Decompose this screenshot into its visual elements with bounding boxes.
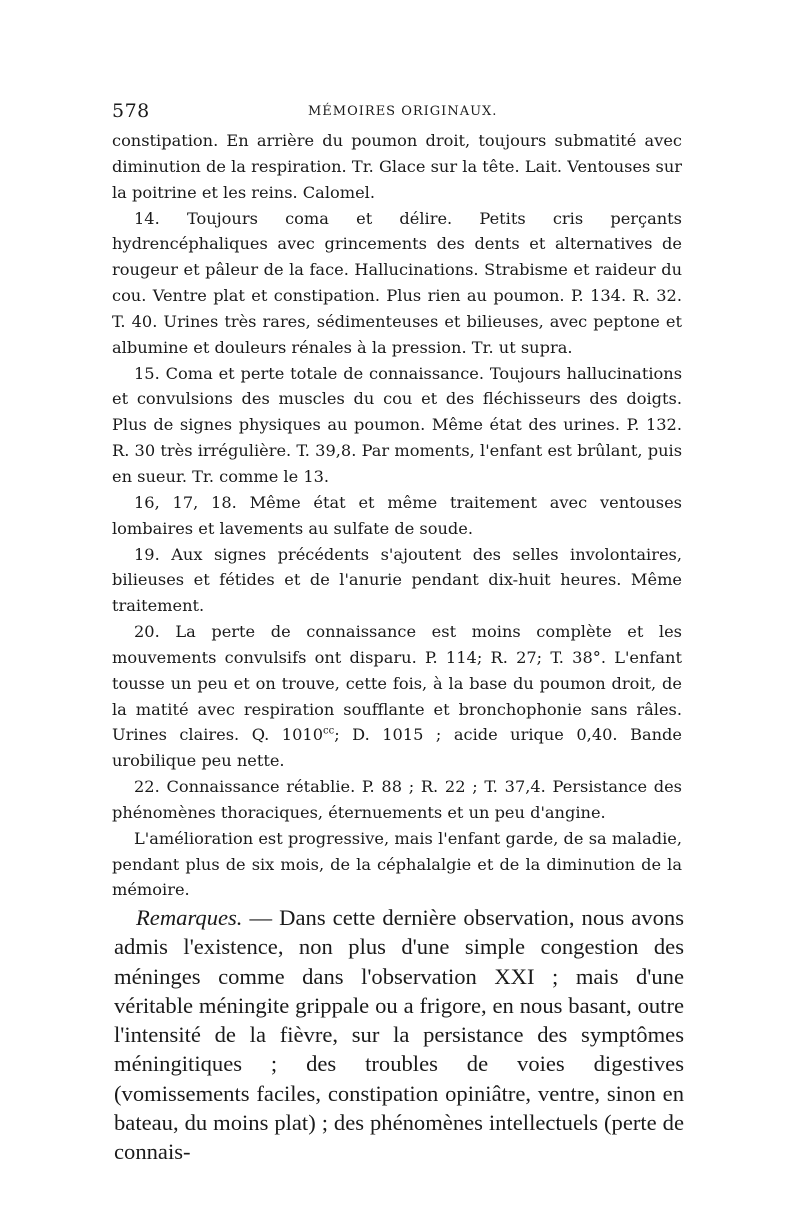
paragraph: 22. Connaissance rétablie. P. 88 ; R. 22 ; T. 37,4. Persistance des phénomènes thoraciques, éternuements et un peu d'angine. [112,777,682,822]
paragraph [112,619,682,774]
paragraph: 14. Toujours coma et délire. Petits cris perçants hydrencéphaliques avec grincements des dents et alternatives de rougeur et pâleur de la face. Hallucinations. Strabisme et raideur du cou. Ventre plat et constipation. Plus rien au poumon. P. 134. R. 32. T. 40. Urines très rares, sédimenteuses et bilieuses, avec peptone et albumine et douleurs rénales à la pression. Tr. ut supra. [112,208,682,357]
remarks-text: — Dans cette dernière observation, nous avons admis l'existence, non plus d'une simple congestion des méninges comme dans l'observation XXI ; mais d'une véritable méningite grippale ou a frigore, en nous basant, outre l'intensité de la fièvre, sur la persistance des symptômes méningitiques ; des troubles de voies digestives (vomissements faciles, constipation opiniâtre, ventre, sinon en bateau, du moins plat) ; des phénomènes intellectuels (perte de connais- [114,905,684,1165]
paragraph-text: ; D. 1015 ; acide urique 0,40. Bande urobilique peu nette. [112,725,682,771]
running-title: MÉMOIRES ORIGINAUX. [308,104,498,119]
page-number: 578 [112,100,150,122]
paragraph-text: 20. La perte de connaissance est moins complète et les mouvements convulsifs ont disparu. P. 114; R. 27; T. 38°. L'enfant tousse un peu et on trouve, cette fois, à la base du poumon droit, de la matité avec respiration soufflante et bronchophonie sans râles. Urines claires. Q. 1010 [112,622,682,745]
paragraph: 16, 17, 18. Même état et même traitement avec ventouses lombaires et lavements au sulfate de soude. [112,492,682,538]
paragraph: constipation. En arrière du poumon droit, toujours submatité avec diminution de la respiration. Tr. Glace sur la tête. Lait. Ventouses sur la poitrine et les reins. Calomel. [112,131,682,202]
observation-text [112,128,682,903]
paragraph: L'amélioration est progressive, mais l'enfant garde, de sa maladie, pendant plus de six mois, de la céphalalgie et de la diminution de la mémoire. [112,828,682,900]
remarks-paragraph [114,903,684,1167]
superscript: cc [323,726,335,738]
running-head [112,100,692,126]
remarks-lead: Remarques. [136,905,243,930]
remarks-section [114,903,684,1167]
paragraph: 15. Coma et perte totale de connaissance. Toujours hallucinations et convulsions des muscles du cou et des fléchisseurs des doigts. Plus de signes physiques au poumon. Même état des urines. P. 132. R. 30 très irrégulière. T. 39,8. Par moments, l'enfant est brûlant, puis en sueur. Tr. comme le 13. [112,363,682,486]
paragraph: 19. Aux signes précédents s'ajoutent des selles involontaires, bilieuses et fétides et de l'anurie pendant dix-huit heures. Même traitement. [112,544,682,616]
